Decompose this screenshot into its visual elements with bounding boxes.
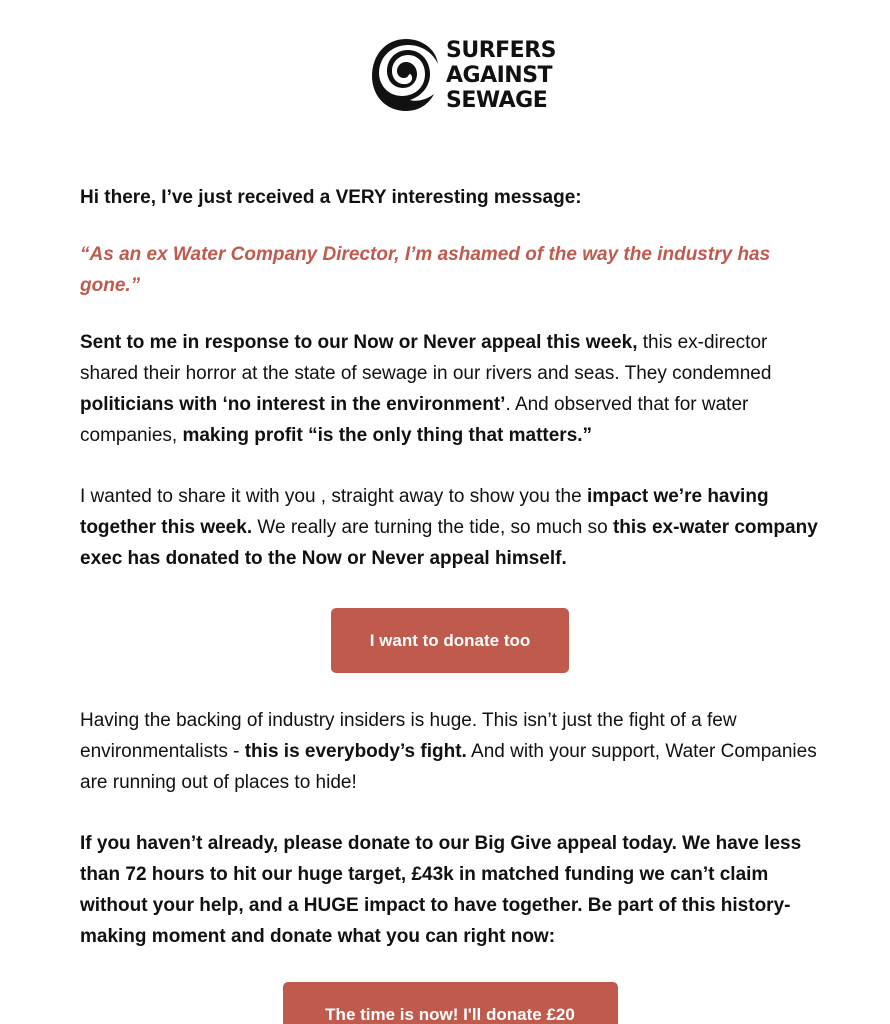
donate-button-row-2	[80, 982, 820, 1024]
eye-wave-icon	[370, 36, 442, 114]
paragraph-4	[80, 828, 820, 952]
para3-text-2: And with your support, Water Companies are running out of places to hide!	[80, 741, 817, 793]
para4-bold: If you haven’t already, please donate to our Big Give appeal today. We have less than 72 hours to hit our huge target, £43k in matched funding we can’t claim without your help, and a HUGE impact to have together. Be part of this history-making moment and donate what you can right now:	[80, 833, 802, 947]
para1-text-2: . And observed that for water companies,	[80, 394, 749, 446]
pull-quote: “As an ex Water Company Director, I’m ashamed of the way the industry has gone.”	[80, 244, 771, 296]
logo-line-1: SURFERS	[446, 38, 556, 63]
para1-bold-1: Sent to me in response to our Now or Never appeal this week,	[80, 332, 638, 353]
para2-text-2: We really are turning the tide, so much so	[252, 517, 613, 538]
donate-button-row-1	[80, 604, 820, 705]
para2-text-1: I wanted to share it with you , straight away to show you the	[80, 486, 587, 507]
paragraph-3	[80, 705, 820, 798]
para2-bold-1: impact we’re having together this week.	[80, 486, 769, 538]
logo-line-3: SEWAGE	[446, 88, 548, 113]
para3-bold-1: this is everybody’s fight.	[244, 741, 467, 762]
para2-bold-2: this ex-water company exec has donated to the Now or Never appeal himself.	[80, 517, 818, 569]
para3-text-1: Having the backing of industry insiders is huge. This isn’t just the fight of a few environmentalists -	[80, 710, 737, 762]
logo-line-2: AGAINST	[446, 63, 553, 88]
email-content	[80, 182, 820, 1024]
greeting: Hi there, I’ve just received a VERY interesting message:	[80, 187, 582, 208]
para1-bold-3: making profit “is the only thing that matters.”	[182, 425, 593, 446]
para1-text-1: this ex-director shared their horror at the state of sewage in our rivers and seas. They condemned	[80, 332, 772, 384]
paragraph-2	[80, 481, 820, 574]
brand-logo[interactable]	[370, 36, 560, 116]
logo-wordmark	[446, 38, 556, 113]
donate-too-button[interactable]: I want to donate too	[331, 608, 569, 673]
donate-20-button[interactable]: The time is now! I'll donate £20	[283, 982, 618, 1024]
para1-bold-2: politicians with ‘no interest in the environment’	[80, 394, 506, 415]
paragraph-1	[80, 327, 820, 451]
